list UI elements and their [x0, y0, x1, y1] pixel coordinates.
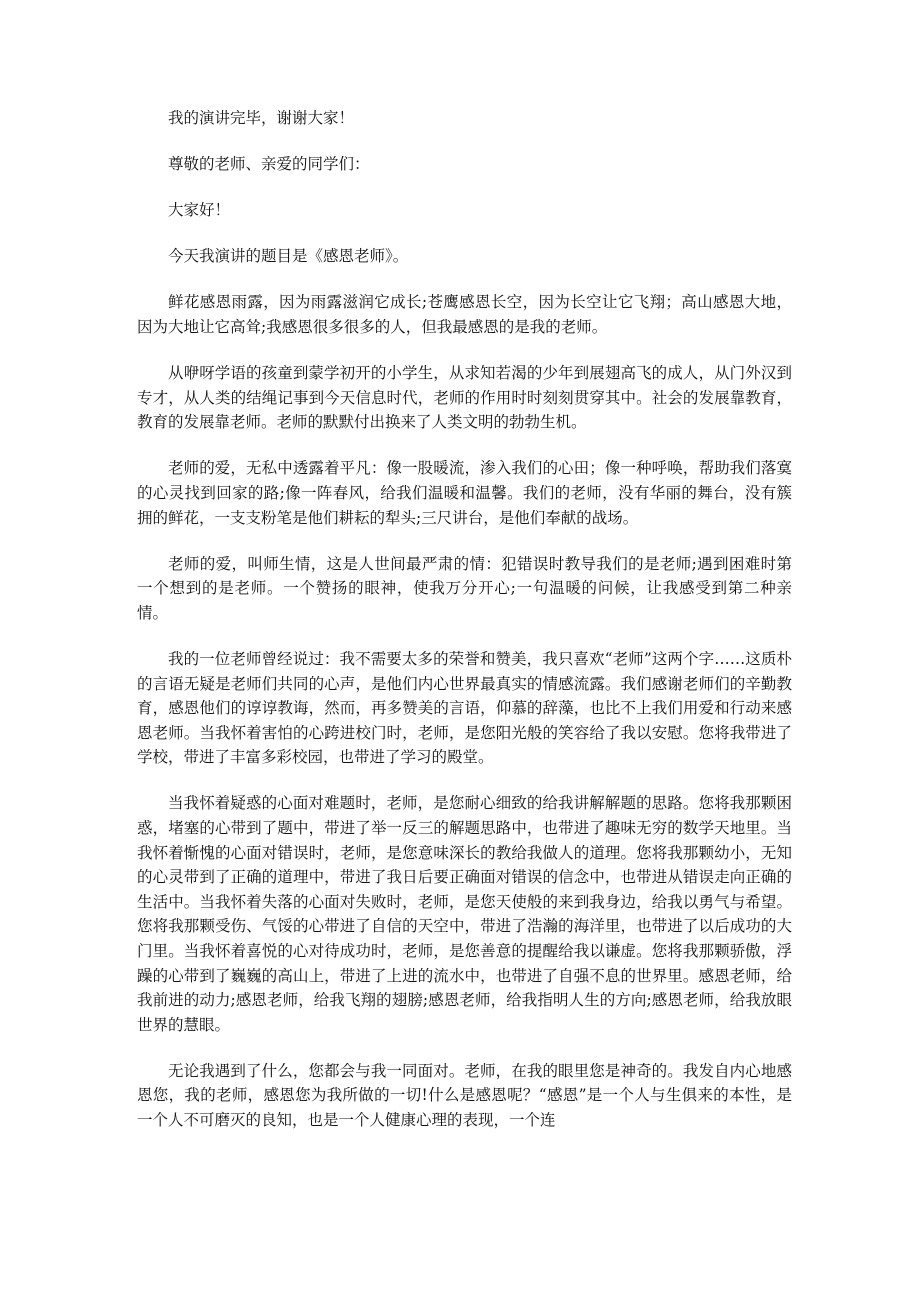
greeting: 大家好！	[168, 201, 231, 220]
paragraph: 从咿呀学语的孩童到蒙学初开的小学生，从求知若渴的少年到展翅高飞的成人，从门外汉到专才，从人类的结绳记事到今天信息时代，老师的作用时时刻刻贯穿其中。社会的发展靠教育，教育的发展靠老师。老师的默默付出换来了人类文明的勃勃生机。	[137, 364, 792, 432]
speech-topic: 今天我演讲的题目是《感恩老师》。	[168, 247, 409, 266]
paragraph: 老师的爱，叫师生情，这是人世间最严肃的情：犯错误时教导我们的是老师;遇到困难时第一个想到的是老师。一个赞扬的眼神，使我万分开心;一句温暖的问候，让我感受到第二种亲情。	[137, 554, 792, 622]
salutation: 尊敬的老师、亲爱的同学们：	[168, 155, 370, 174]
paragraph: 当我怀着疑惑的心面对难题时，老师，是您耐心细致的给我讲解解题的思路。您将我那颗困惑，堵塞的心带到了题中，带进了举一反三的解题思路中，也带进了趣味无穷的数学天地里。当我怀着惭愧的心面对错误时，老师，是您意味深长的教给我做人的道理。您将我那颗幼小，无知的心灵带到了正确的道理中，带进了我日后要正确面对错误的信念中，也带进从错误走向正确的生活中。当我怀着失落的心面对失败时，老师，是您天使般的来到我身边，给我以勇气与希望。您将我那颗受伤、气馁的心带进了自信的天空中，带进了浩瀚的海洋里，也带进了以后成功的大门里。当我怀着喜悦的心对待成功时，老师，是您善意的提醒给我以谦虚。您将我那颗骄傲，浮躁的心带到了巍巍的高山上，带进了上进的流水中，也带进了自强不息的世界里。感恩老师，给我前进的动力;感恩老师，给我飞翔的翅膀;感恩老师，给我指明人生的方向;感恩老师，给我放眼世界的慧眼。	[137, 794, 792, 1034]
paragraph: 鲜花感恩雨露，因为雨露滋润它成长;苍鹰感恩长空，因为长空让它飞翔；高山感恩大地，因为大地让它高耸;我感恩很多很多的人，但我最感恩的是我的老师。	[137, 293, 792, 336]
paragraph: 无论我遇到了什么，您都会与我一同面对。老师，在我的眼里您是神奇的。我发自内心地感恩您，我的老师，感恩您为我所做的一切!什么是感恩呢？“感恩”是一个人与生俱来的本性，是一个人不可磨灭的良知，也是一个人健康心理的表现，一个连	[137, 1061, 792, 1129]
paragraph: 我的一位老师曾经说过：我不需要太多的荣誉和赞美，我只喜欢“老师”这两个字……这质朴的言语无疑是老师们共同的心声，是他们内心世界最真实的情感流露。我们感谢老师们的辛勤教育，感恩他们的谆谆教诲，然而，再多赞美的言语，仰慕的辞藻，也比不上我们用爱和行动来感恩老师。当我怀着害怕的心跨进校门时，老师，是您阳光般的笑容给了我以安慰。您将我带进了学校，带进了丰富多彩校园，也带进了学习的殿堂。	[137, 649, 792, 767]
speech-text-body	[137, 106, 792, 1154]
closing-remark: 我的演讲完毕，谢谢大家！	[168, 109, 355, 127]
paragraph: 老师的爱，无私中透露着平凡：像一股暖流，渗入我们的心田；像一种呼唤，帮助我们落寞的心灵找到回家的路;像一阵春风，给我们温暖和温馨。我们的老师，没有华丽的舞台，没有簇拥的鲜花，一支支粉笔是他们耕耘的犁头;三尺讲台，是他们奉献的战场。	[137, 459, 792, 527]
